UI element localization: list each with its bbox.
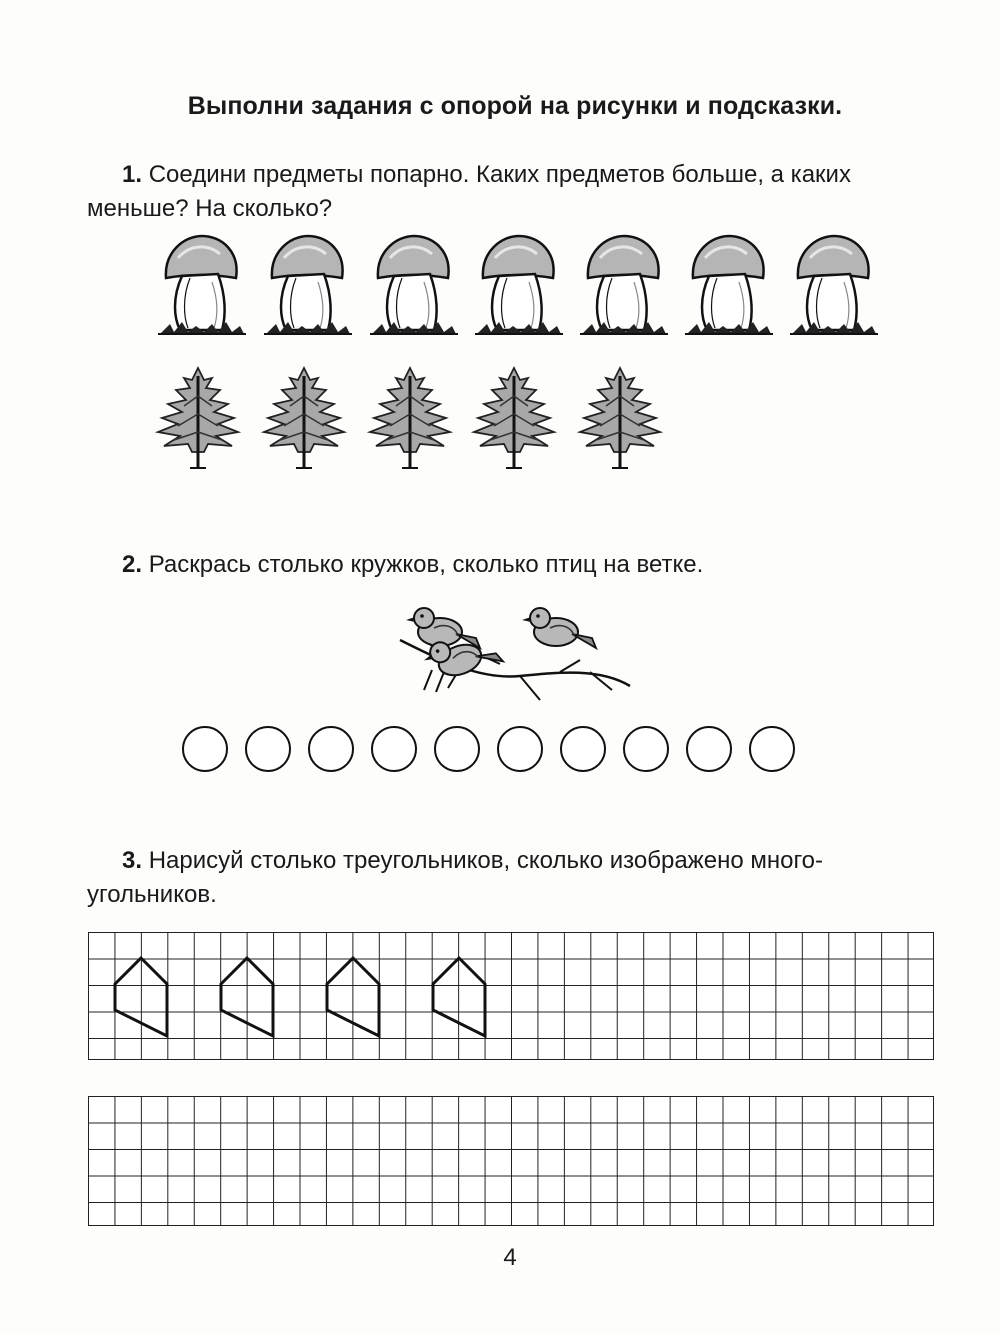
colorable-circle[interactable] (182, 726, 228, 772)
mushroom-icon (580, 236, 668, 334)
fir-tree-icon (158, 368, 238, 468)
colorable-circle[interactable] (560, 726, 606, 772)
grid-with-polygons[interactable] (88, 932, 934, 1060)
drawing-grid[interactable] (88, 1096, 934, 1226)
colorable-circle[interactable] (749, 726, 795, 772)
circle-row (182, 726, 795, 772)
task-3-line-1: Нарисуй столько треугольников, сколько изображено много- (148, 847, 824, 874)
bird-icon (522, 608, 596, 648)
colorable-circle[interactable] (497, 726, 543, 772)
colorable-circle[interactable] (434, 726, 480, 772)
mushroom-icon (790, 236, 878, 334)
task-3-text (122, 844, 934, 878)
colorable-circle[interactable] (371, 726, 417, 772)
task-2-instruction: Раскрась столько кружков, сколько птиц на ветке. (148, 551, 704, 578)
task-2-text (122, 548, 934, 582)
task-1-text (122, 158, 934, 192)
task-3-number: 3. (122, 847, 143, 874)
page-number: 4 (503, 1244, 517, 1271)
mushroom-icon (685, 236, 773, 334)
fir-tree-icon (370, 368, 450, 468)
colorable-circle[interactable] (623, 726, 669, 772)
colorable-circle[interactable] (245, 726, 291, 772)
fir-tree-icon (580, 368, 660, 468)
bird-icon (406, 608, 480, 648)
task-1-line-1: Соедини предметы попарно. Каких предметов больше, а каких (148, 161, 851, 188)
mushroom-icon (475, 236, 563, 334)
fir-tree-icon (264, 368, 344, 468)
task-1-line-2: меньше? На сколько? (87, 195, 333, 222)
branch-with-birds (400, 608, 630, 700)
mushroom-icon (370, 236, 458, 334)
fir-tree-row (158, 368, 660, 468)
fir-tree-icon (474, 368, 554, 468)
colorable-circle[interactable] (686, 726, 732, 772)
mushroom-icon (158, 236, 246, 334)
colorable-circle[interactable] (308, 726, 354, 772)
task-1-number: 1. (122, 161, 143, 188)
page-heading: Выполни задания с опорой на рисунки и подсказки. (187, 92, 843, 120)
mushroom-icon (264, 236, 352, 334)
task-3-line-2: угольников. (87, 881, 217, 908)
bird-icon (420, 624, 503, 687)
mushroom-row (158, 236, 878, 334)
task-2-number: 2. (122, 551, 143, 578)
